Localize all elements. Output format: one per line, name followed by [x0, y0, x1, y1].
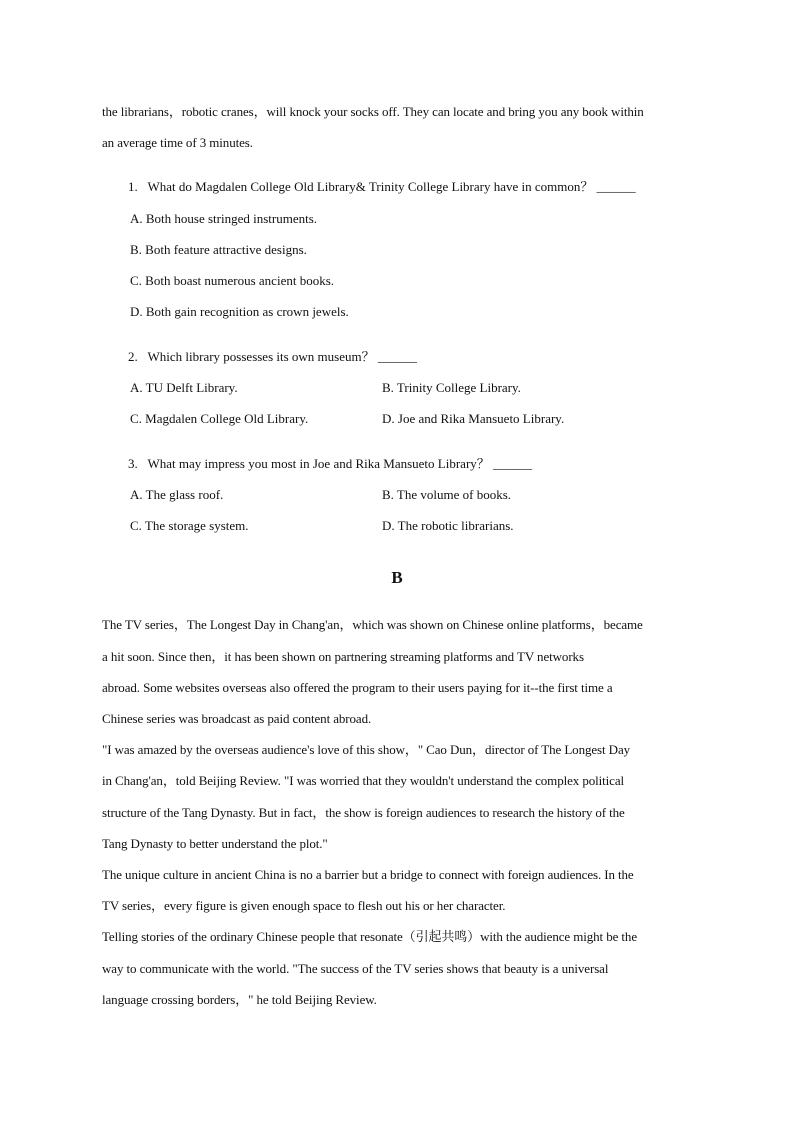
passage-b-line: "I was amazed by the overseas audience's love of this show，" Cao Dun，director of The Longest Day: [102, 742, 631, 757]
passage-b-line: in Chang'an，told Beijing Review. "I was worried that they wouldn't understand the complex political: [102, 773, 625, 788]
section-b-heading: B: [391, 568, 403, 587]
question-1-option-a[interactable]: A. Both house stringed instruments.: [130, 211, 318, 226]
passage-b-line: Telling stories of the ordinary Chinese people that resonate（引起共鸣）with the audience might be the: [102, 929, 637, 944]
passage-b-line: a hit soon. Since then，it has been shown on partnering streaming platforms and TV networks: [102, 649, 584, 664]
passage-b-line: structure of the Tang Dynasty. But in fact，the show is foreign audiences to research the history of the: [102, 805, 625, 820]
question-2-option-d[interactable]: D. Joe and Rika Mansueto Library.: [382, 411, 565, 426]
passage-b-line: TV series，every figure is given enough space to flesh out his or her character.: [102, 898, 506, 913]
passage-b-line: Chinese series was broadcast as paid content abroad.: [102, 711, 372, 726]
passage-b-line: Tang Dynasty to better understand the plot.": [102, 836, 328, 851]
question-2-option-a[interactable]: A. TU Delft Library.: [130, 380, 238, 395]
question-1-option-d[interactable]: D. Both gain recognition as crown jewels.: [130, 304, 349, 319]
passage-b-line: The unique culture in ancient China is no a barrier but a bridge to connect with foreign audiences. In the: [102, 867, 634, 882]
question-1-option-b[interactable]: B. Both feature attractive designs.: [130, 242, 307, 257]
question-3-option-b[interactable]: B. The volume of books.: [382, 487, 512, 502]
passage-b-line: The TV series，The Longest Day in Chang'an，which was shown on Chinese online platforms，became: [102, 617, 643, 632]
question-3-stem: 3. What may impress you most in Joe and Rika Mansueto Library？ ______: [128, 456, 533, 471]
passage-b-line: way to communicate with the world. "The success of the TV series shows that beauty is a universal: [102, 961, 609, 976]
question-2-option-b[interactable]: B. Trinity College Library.: [382, 380, 521, 395]
question-3-option-d[interactable]: D. The robotic librarians.: [382, 518, 514, 533]
passage-b-line: abroad. Some websites overseas also offered the program to their users paying for it--the first time a: [102, 680, 613, 695]
question-1-option-c[interactable]: C. Both boast numerous ancient books.: [130, 273, 335, 288]
passage-a-line: the librarians，robotic cranes，will knock your socks off. They can locate and bring you any book within: [102, 104, 644, 119]
question-3-option-c[interactable]: C. The storage system.: [130, 518, 249, 533]
question-1-stem: 1. What do Magdalen College Old Library& Trinity College Library have in common？ ______: [128, 179, 636, 194]
question-2-option-c[interactable]: C. Magdalen College Old Library.: [130, 411, 309, 426]
passage-b-line: language crossing borders，" he told Beijing Review.: [102, 992, 377, 1007]
question-3-option-a[interactable]: A. The glass roof.: [130, 487, 224, 502]
question-2-stem: 2. Which library possesses its own museum？ ______: [128, 349, 417, 364]
passage-a-line: an average time of 3 minutes.: [102, 135, 253, 150]
